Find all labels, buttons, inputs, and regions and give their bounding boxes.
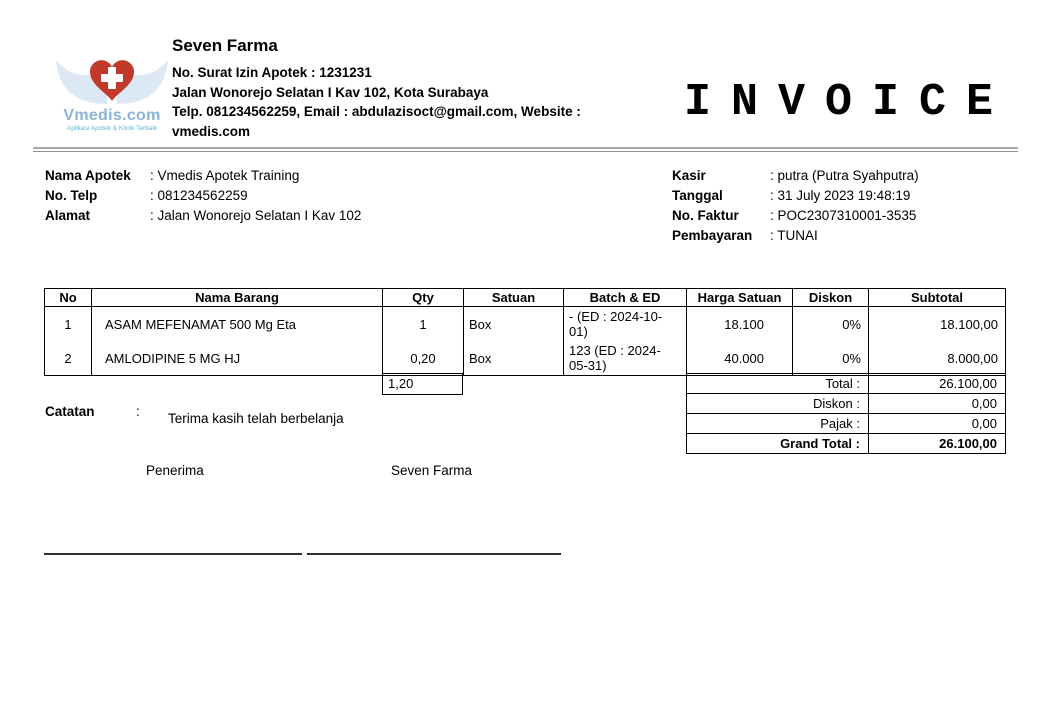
company-address: Jalan Wonorejo Selatan I Kav 102, Kota Surabaya bbox=[172, 84, 489, 100]
info-row-pembayaran bbox=[672, 226, 919, 246]
info-row-kasir bbox=[672, 166, 919, 186]
info-label: Pembayaran bbox=[672, 228, 753, 243]
totals-row-diskon bbox=[687, 394, 1006, 414]
table-row bbox=[45, 307, 1006, 342]
item-no: 2 bbox=[45, 341, 92, 376]
vmedis-logo bbox=[50, 50, 174, 133]
col-header-diskon: Diskon bbox=[793, 289, 869, 307]
items-table bbox=[44, 288, 1006, 376]
notes-text: Terima kasih telah berbelanja bbox=[168, 411, 344, 426]
info-value: : putra (Putra Syahputra) bbox=[770, 168, 919, 183]
info-value: : 081234562259 bbox=[150, 188, 248, 203]
item-harga-satuan: 18.100 bbox=[687, 307, 793, 342]
company-license: No. Surat Izin Apotek : 1231231 bbox=[172, 65, 372, 80]
signature-line-right bbox=[307, 553, 561, 555]
totals-value: 0,00 bbox=[869, 394, 1006, 414]
info-row-alamat bbox=[45, 206, 361, 226]
invoice-title: INVOICE bbox=[684, 77, 1014, 128]
totals-row-pajak bbox=[687, 414, 1006, 434]
info-value: : TUNAI bbox=[770, 228, 818, 243]
totals-label: Diskon : bbox=[687, 394, 869, 414]
col-header-qty: Qty bbox=[383, 289, 464, 307]
logo-brand-text: Vmedis.com bbox=[63, 107, 161, 124]
info-row-no-faktur bbox=[672, 206, 919, 226]
info-label: Tanggal bbox=[672, 188, 723, 203]
header-divider bbox=[33, 147, 1018, 152]
transaction-info bbox=[672, 166, 919, 246]
col-header-harga-satuan: Harga Satuan bbox=[687, 289, 793, 307]
info-value: : Jalan Wonorejo Selatan I Kav 102 bbox=[150, 208, 362, 223]
totals-value: 26.100,00 bbox=[869, 434, 1006, 454]
totals-value: 0,00 bbox=[869, 414, 1006, 434]
col-header-satuan: Satuan bbox=[464, 289, 564, 307]
info-label: Alamat bbox=[45, 208, 91, 223]
item-harga-satuan: 40.000 bbox=[687, 341, 793, 376]
notes-colon: : bbox=[136, 404, 140, 419]
totals-row-grand-total bbox=[687, 434, 1006, 454]
info-label: Kasir bbox=[672, 168, 706, 183]
table-row bbox=[45, 341, 1006, 376]
item-diskon: 0% bbox=[793, 307, 869, 342]
info-label: No. Faktur bbox=[672, 208, 739, 223]
vmedis-logo-icon bbox=[53, 50, 171, 108]
col-header-nama-barang: Nama Barang bbox=[92, 289, 383, 307]
logo-tagline-text: Aplikasi Apotek & Klinik Terbaik bbox=[66, 125, 158, 132]
apotek-info bbox=[45, 166, 361, 226]
info-value: : Vmedis Apotek Training bbox=[150, 168, 300, 183]
totals-label: Total : bbox=[687, 374, 869, 394]
info-value: : 31 July 2023 19:48:19 bbox=[770, 188, 911, 203]
totals-label: Pajak : bbox=[687, 414, 869, 434]
info-row-tanggal bbox=[672, 186, 919, 206]
info-label: Nama Apotek bbox=[45, 168, 131, 183]
company-header bbox=[172, 36, 642, 141]
item-name: ASAM MEFENAMAT 500 Mg Eta bbox=[92, 307, 383, 342]
items-header-row bbox=[45, 289, 1006, 307]
item-diskon: 0% bbox=[793, 341, 869, 376]
info-label: No. Telp bbox=[45, 188, 98, 203]
col-header-no: No bbox=[45, 289, 92, 307]
info-row-no-telp bbox=[45, 186, 361, 206]
company-name: Seven Farma bbox=[172, 36, 278, 55]
item-batch-ed: - (ED : 2024-10-01) bbox=[564, 307, 687, 342]
item-satuan: Box bbox=[464, 341, 564, 376]
totals-label: Grand Total : bbox=[687, 434, 869, 454]
col-header-batch-ed: Batch & ED bbox=[564, 289, 687, 307]
item-name: AMLODIPINE 5 MG HJ bbox=[92, 341, 383, 376]
item-satuan: Box bbox=[464, 307, 564, 342]
signature-label-penerima: Penerima bbox=[146, 463, 204, 478]
signature-label-seven-farma: Seven Farma bbox=[391, 463, 473, 478]
item-subtotal: 18.100,00 bbox=[869, 307, 1006, 342]
notes-section bbox=[45, 404, 344, 426]
item-batch-ed: 123 (ED : 2024-05-31) bbox=[564, 341, 687, 376]
item-qty: 0,20 bbox=[383, 341, 464, 376]
item-subtotal: 8.000,00 bbox=[869, 341, 1006, 376]
item-qty: 1 bbox=[383, 307, 464, 342]
totals-row-total bbox=[687, 374, 1006, 394]
notes-label: Catatan bbox=[45, 404, 95, 419]
qty-total-box: 1,20 bbox=[382, 373, 463, 395]
totals-table bbox=[686, 373, 1006, 454]
item-no: 1 bbox=[45, 307, 92, 342]
cross-icon bbox=[101, 74, 123, 82]
info-row-nama-apotek bbox=[45, 166, 361, 186]
info-value: : POC2307310001-3535 bbox=[770, 208, 917, 223]
col-header-subtotal: Subtotal bbox=[869, 289, 1006, 307]
company-contact-line2: vmedis.com bbox=[172, 123, 251, 139]
company-contact-line1: Telp. 081234562259, Email : abdulazisoct@gmail.com, Website : bbox=[172, 104, 581, 119]
signature-line-left bbox=[44, 553, 302, 555]
totals-value: 26.100,00 bbox=[869, 374, 1006, 394]
